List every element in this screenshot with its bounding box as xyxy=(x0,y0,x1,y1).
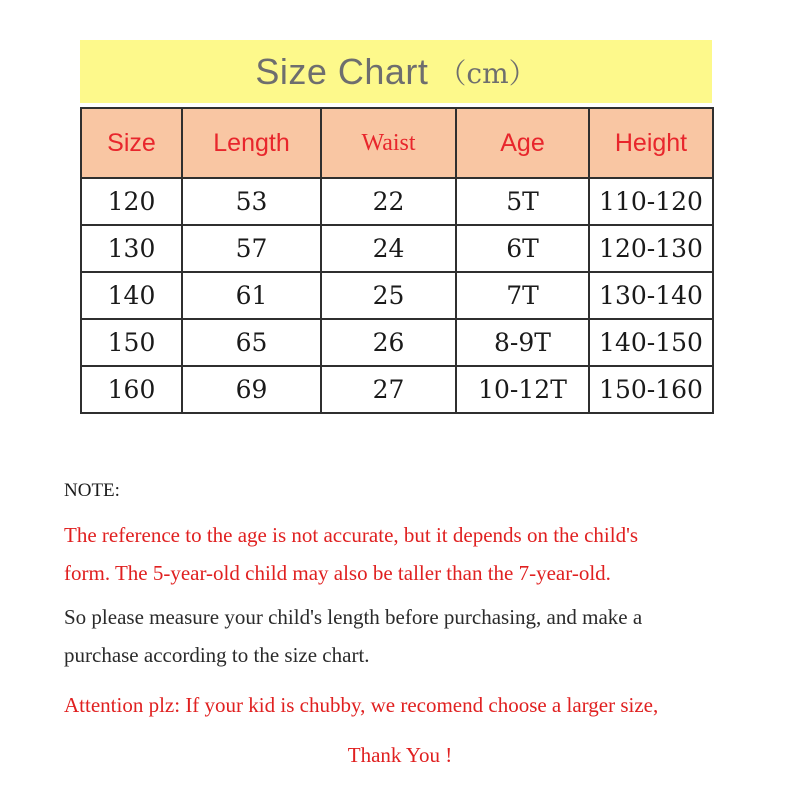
cell-size: 150 xyxy=(81,319,182,366)
header-size: Size xyxy=(81,108,182,178)
age-warning-line-1: The reference to the age is not accurate, but it depends on the child's xyxy=(64,523,639,547)
cell-height: 140-150 xyxy=(589,319,713,366)
cell-waist: 26 xyxy=(321,319,456,366)
cell-length: 53 xyxy=(182,178,321,225)
table-row xyxy=(81,366,713,413)
header-waist: Waist xyxy=(321,108,456,178)
size-chart-title-band xyxy=(80,40,712,103)
table-header-row xyxy=(81,108,713,178)
thank-you-text: Thank You ! xyxy=(347,743,453,767)
size-table xyxy=(80,107,714,414)
cell-waist: 24 xyxy=(321,225,456,272)
header-length: Length xyxy=(182,108,321,178)
cell-height: 130-140 xyxy=(589,272,713,319)
note-label: NOTE: xyxy=(64,480,120,501)
notes-section xyxy=(64,480,784,724)
cell-length: 61 xyxy=(182,272,321,319)
cell-length: 65 xyxy=(182,319,321,366)
cell-age: 8-9T xyxy=(456,319,589,366)
cell-height: 120-130 xyxy=(589,225,713,272)
cell-height: 150-160 xyxy=(589,366,713,413)
header-age: Age xyxy=(456,108,589,178)
table-row xyxy=(81,319,713,366)
cell-age: 10-12T xyxy=(456,366,589,413)
cell-waist: 25 xyxy=(321,272,456,319)
measure-advice-line-1: So please measure your child's length before purchasing, and make a xyxy=(64,605,643,629)
cell-age: 6T xyxy=(456,225,589,272)
table-row xyxy=(81,225,713,272)
cell-size: 160 xyxy=(81,366,182,413)
cell-waist: 22 xyxy=(321,178,456,225)
cell-height: 110-120 xyxy=(589,178,713,225)
cell-size: 120 xyxy=(81,178,182,225)
cell-age: 7T xyxy=(456,272,589,319)
table-row xyxy=(81,272,713,319)
table-row xyxy=(81,178,713,225)
attention-line: Attention plz: If your kid is chubby, we recomend choose a larger size, xyxy=(64,693,659,717)
measure-advice-line-2: purchase according to the size chart. xyxy=(64,643,370,667)
age-warning-line-2: form. The 5-year-old child may also be taller than the 7-year-old. xyxy=(64,561,611,585)
chart-title: Size Chart xyxy=(255,50,429,92)
cell-length: 57 xyxy=(182,225,321,272)
cell-size: 140 xyxy=(81,272,182,319)
cell-size: 130 xyxy=(81,225,182,272)
cell-waist: 27 xyxy=(321,366,456,413)
chart-unit: （cm） xyxy=(438,56,537,90)
header-height: Height xyxy=(589,108,713,178)
cell-length: 69 xyxy=(182,366,321,413)
cell-age: 5T xyxy=(456,178,589,225)
